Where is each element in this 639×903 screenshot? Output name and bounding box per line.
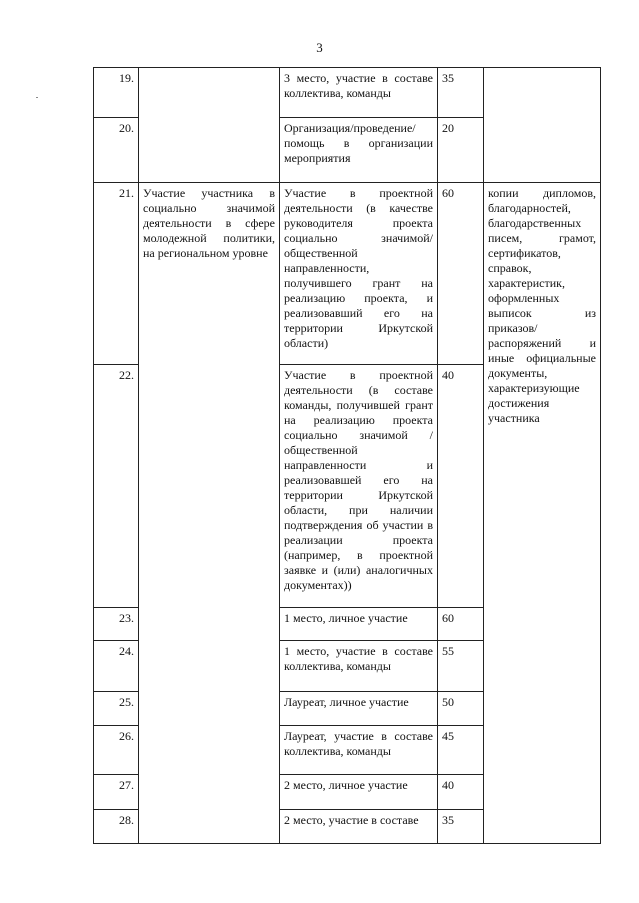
- row-number: 25.: [94, 692, 139, 726]
- points-cell: 50: [438, 692, 484, 726]
- points-cell: 60: [438, 608, 484, 641]
- points-cell: 35: [438, 68, 484, 118]
- activity-cell: Организация/проведение/ помощь в организации мероприятия: [280, 118, 438, 183]
- row-number: 24.: [94, 641, 139, 692]
- page-number: 3: [316, 40, 323, 55]
- points-cell: 55: [438, 641, 484, 692]
- activity-cell: Участие в проектной деятельности (в качестве руководителя проекта социально значимой/ общественной направленности, получившего грант на реализацию проекта, и реализовавший его на территории Иркутской области): [280, 183, 438, 365]
- activity-cell: 1 место, личное участие: [280, 608, 438, 641]
- row-number: 26.: [94, 726, 139, 775]
- row-number: 27.: [94, 775, 139, 810]
- scan-speck: [36, 97, 38, 98]
- row-number: 21.: [94, 183, 139, 365]
- table-row: [94, 68, 601, 118]
- criterion-cell: Участие участника в социально значимой деятельности в сфере молодежной политики, на региональном уровне: [139, 183, 280, 844]
- points-cell: 20: [438, 118, 484, 183]
- criterion-cell: [139, 68, 280, 183]
- activity-cell: Лауреат, личное участие: [280, 692, 438, 726]
- row-number: 22.: [94, 365, 139, 608]
- documents-cell: копии дипломов, благодарностей, благодарственных писем, грамот, сертификатов, справок, характеристик, оформленных выписок из приказов/распоряжений и иные официальные документы, характеризующие достижения участника: [484, 183, 601, 844]
- points-cell: 45: [438, 726, 484, 775]
- points-cell: 60: [438, 183, 484, 365]
- points-cell: 40: [438, 365, 484, 608]
- activity-cell: 2 место, участие в составе: [280, 810, 438, 844]
- documents-cell: [484, 68, 601, 183]
- activity-cell: 1 место, участие в составе коллектива, команды: [280, 641, 438, 692]
- criteria-table: [93, 67, 601, 844]
- table-row: [94, 183, 601, 365]
- row-number: 28.: [94, 810, 139, 844]
- row-number: 23.: [94, 608, 139, 641]
- activity-cell: Лауреат, участие в составе коллектива, команды: [280, 726, 438, 775]
- activity-cell: 2 место, личное участие: [280, 775, 438, 810]
- points-cell: 40: [438, 775, 484, 810]
- activity-cell: 3 место, участие в составе коллектива, команды: [280, 68, 438, 118]
- activity-cell: Участие в проектной деятельности (в составе команды, получившей грант на реализацию проекта социально значимой / общественной направленности и реализовавшей его на территории Иркутской области, при наличии подтверждения об участии в реализации проекта (например, в проектной заявке и (или) аналогичных документах)): [280, 365, 438, 608]
- row-number: 19.: [94, 68, 139, 118]
- points-cell: 35: [438, 810, 484, 844]
- row-number: 20.: [94, 118, 139, 183]
